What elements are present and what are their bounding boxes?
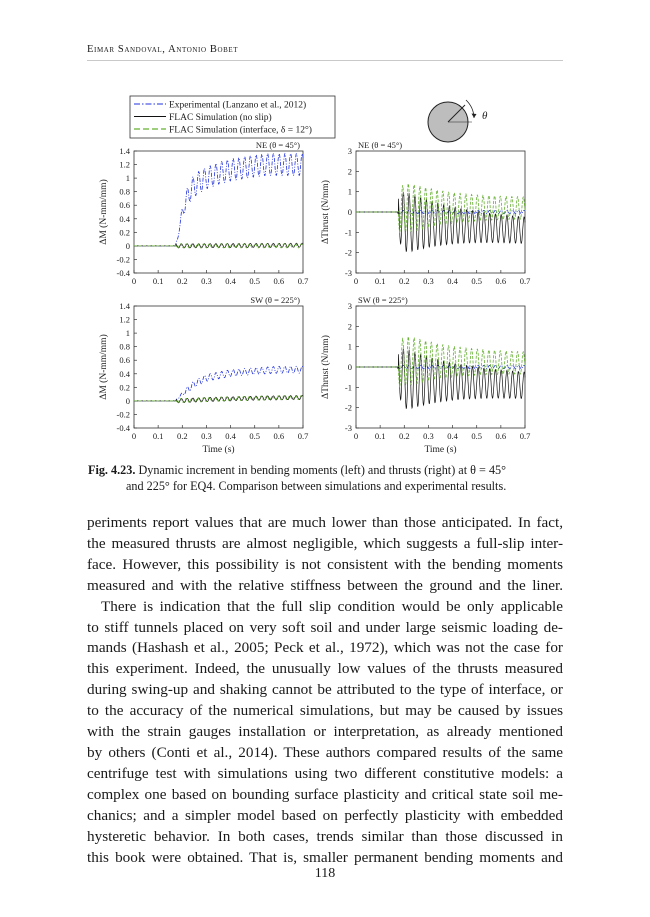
x-tick-label: 0.2 — [176, 431, 188, 441]
theta-label: θ — [482, 110, 488, 122]
x-tick-label: 0 — [131, 431, 137, 441]
body-line: this experiment. Indeed, the unusually low values of the thrusts measured — [87, 660, 563, 678]
y-tick-label: 0.4 — [119, 368, 130, 379]
body-line: during swing-up and shaking cannot be attributed to the type of interface, or — [87, 681, 563, 699]
legend-text-no-slip: FLAC Simulation (no slip) — [169, 113, 272, 123]
y-tick-label: -1 — [344, 382, 352, 393]
y-tick-label: 1.4 — [119, 301, 130, 311]
panel-title: NE (θ = 45°) — [255, 140, 300, 150]
body-line: mands (Hashash et al., 2005; Peck et al., 1972), which was not the case for — [87, 639, 563, 657]
body-line: the measured thrusts are almost negligible, which suggests a full-slip inter- — [87, 534, 563, 552]
y-axis-label: ΔThrust (N/mm) — [321, 180, 331, 244]
x-tick-label: 0 — [353, 431, 359, 441]
body-line: periments report values that are much lower than those anticipated. In fact, — [87, 514, 563, 531]
x-tick-label: 0 — [353, 276, 359, 286]
y-tick-label: -2 — [344, 247, 352, 258]
x-tick-label: 0.4 — [225, 431, 236, 441]
y-tick-label: -0.4 — [116, 268, 130, 278]
y-tick-label: 2 — [347, 321, 352, 332]
x-tick-label: 0.3 — [423, 431, 434, 441]
y-tick-label: 1 — [347, 186, 352, 197]
x-tick-label: 0.5 — [471, 431, 483, 441]
x-tick-label: 0.3 — [423, 276, 434, 286]
x-tick-label: 0.7 — [297, 431, 309, 441]
caption-label: Fig. 4.23. — [88, 463, 136, 477]
page-number: 118 — [314, 866, 336, 881]
y-tick-label: 0 — [347, 362, 352, 372]
x-tick-label: 0.1 — [374, 276, 386, 286]
chart-panel-top-left — [98, 140, 308, 286]
x-tick-label: 0.5 — [249, 276, 261, 286]
body-line: this book were obtained. That is, smaller permanent bending moments and — [87, 848, 563, 866]
x-tick-label: 0.1 — [152, 276, 164, 286]
y-tick-label: 0.6 — [119, 355, 130, 366]
x-tick-label: 0 — [131, 276, 137, 286]
caption-line-1: Dynamic increment in bending moments (left) and thrusts (right) at θ = 45° — [138, 463, 507, 477]
y-tick-label: 2 — [347, 166, 352, 177]
panel-title: SW (θ = 225°) — [250, 295, 300, 305]
y-tick-label: 0 — [125, 240, 130, 251]
x-tick-label: 0.6 — [495, 431, 507, 441]
theta-arrowhead — [472, 114, 477, 119]
body-line: chanics; and a simpler model based on perfectly plasticity with embedded — [87, 806, 563, 824]
y-tick-label: 0.2 — [119, 382, 130, 393]
body-line: by others (Conti et al., 2014). These authors compared results of the same — [87, 743, 563, 761]
y-tick-label: -0.2 — [116, 254, 130, 265]
x-tick-label: 0.7 — [519, 431, 531, 441]
panel-title: NE (θ = 45°) — [358, 140, 403, 150]
y-tick-label: -2 — [344, 402, 352, 413]
x-tick-label: 0.6 — [495, 276, 507, 286]
x-tick-label: 0.1 — [152, 431, 164, 441]
x-tick-label: 0.1 — [374, 431, 386, 441]
y-tick-label: 1 — [125, 173, 130, 184]
y-tick-label: 1.4 — [119, 146, 130, 156]
x-tick-label: 0.4 — [447, 431, 458, 441]
legend-text-interface: FLAC Simulation (interface, δ = 12°) — [169, 125, 312, 136]
y-tick-label: 0.6 — [119, 200, 130, 211]
x-tick-label: 0.5 — [249, 431, 261, 441]
y-tick-label: 1.2 — [119, 314, 130, 325]
series-line-interface — [134, 396, 303, 403]
x-tick-label: 0.7 — [519, 276, 531, 286]
y-tick-label: 0 — [347, 207, 352, 217]
x-tick-label: 0.5 — [471, 276, 483, 286]
body-line: with the strain gauges installation or interpretation, as already mentioned — [87, 723, 563, 741]
y-axis-label: ΔM (N-mm/mm) — [99, 179, 109, 245]
chart-panel-top-right — [320, 140, 530, 286]
y-axis-label: ΔM (N-mm/mm) — [99, 334, 109, 400]
y-tick-label: 1 — [125, 328, 130, 339]
body-line: hysteretic behavior. In both cases, trends similar than those discussed in — [87, 827, 563, 845]
y-axis-label: ΔThrust (N/mm) — [321, 335, 331, 399]
chart-panel-bottom-left — [98, 295, 308, 455]
x-tick-label: 0.6 — [273, 431, 285, 441]
figure-caption — [88, 462, 562, 494]
plot-frame — [134, 151, 303, 273]
y-tick-label: 0.8 — [119, 186, 130, 197]
y-tick-label: 3 — [347, 301, 352, 311]
x-tick-label: 0.2 — [398, 431, 410, 441]
panel-title: SW (θ = 225°) — [358, 295, 408, 305]
x-axis-label: Time (s) — [424, 445, 457, 455]
x-tick-label: 0.7 — [297, 276, 309, 286]
y-tick-label: -3 — [344, 268, 352, 278]
x-tick-label: 0.4 — [225, 276, 236, 286]
y-tick-label: 0.2 — [119, 227, 130, 238]
body-line: centrifuge test with simulations using two different constitutive models: a — [87, 764, 563, 782]
legend — [130, 96, 335, 138]
series-line-interface — [356, 337, 525, 387]
y-tick-label: -3 — [344, 423, 352, 433]
y-tick-label: -0.4 — [116, 423, 130, 433]
x-tick-label: 0.3 — [201, 431, 212, 441]
legend-text-experimental: Experimental (Lanzano et al., 2012) — [169, 100, 307, 111]
y-tick-label: 0.8 — [119, 341, 130, 352]
y-tick-label: -1 — [344, 227, 352, 238]
body-line: to the accuracy of the numerical simulations, but may be caused by issues — [87, 702, 563, 720]
series-line-no-slip — [356, 349, 525, 408]
body-line: There is indication that the full slip condition would be only applicable — [101, 597, 563, 615]
x-tick-label: 0.2 — [398, 276, 410, 286]
x-tick-label: 0.4 — [447, 276, 458, 286]
series-line-experimental — [134, 154, 303, 246]
y-tick-label: 0.4 — [119, 213, 130, 224]
body-line: measured and with the relative stiffness between the ground and the liner. — [87, 576, 563, 594]
y-tick-label: 1.2 — [119, 159, 130, 170]
x-tick-label: 0.3 — [201, 276, 212, 286]
running-head: Eimar Sandoval, Antonio Bobet — [87, 44, 239, 55]
chart-panel-bottom-right — [320, 295, 530, 455]
body-line: complex one based on bounding surface plasticity and critical state soil me- — [87, 785, 563, 803]
body-line: face. However, this possibility is not consistent with the bending moments — [87, 555, 563, 573]
body-line: to stiff tunnels placed on very soft soil and under large seismic loading de- — [87, 618, 563, 636]
y-tick-label: 0 — [125, 395, 130, 406]
y-tick-label: 1 — [347, 341, 352, 352]
caption-line-2: and 225° for EQ4. Comparison between simulations and experimental results. — [126, 479, 507, 493]
tunnel-diagram — [428, 100, 488, 142]
body-text — [87, 513, 563, 868]
y-tick-label: -0.2 — [116, 409, 130, 420]
x-tick-label: 0.6 — [273, 276, 285, 286]
x-tick-label: 0.2 — [176, 276, 188, 286]
series-line-no-slip — [134, 396, 303, 403]
plot-frame — [134, 306, 303, 428]
x-axis-label: Time (s) — [202, 445, 235, 455]
y-tick-label: 3 — [347, 146, 352, 156]
